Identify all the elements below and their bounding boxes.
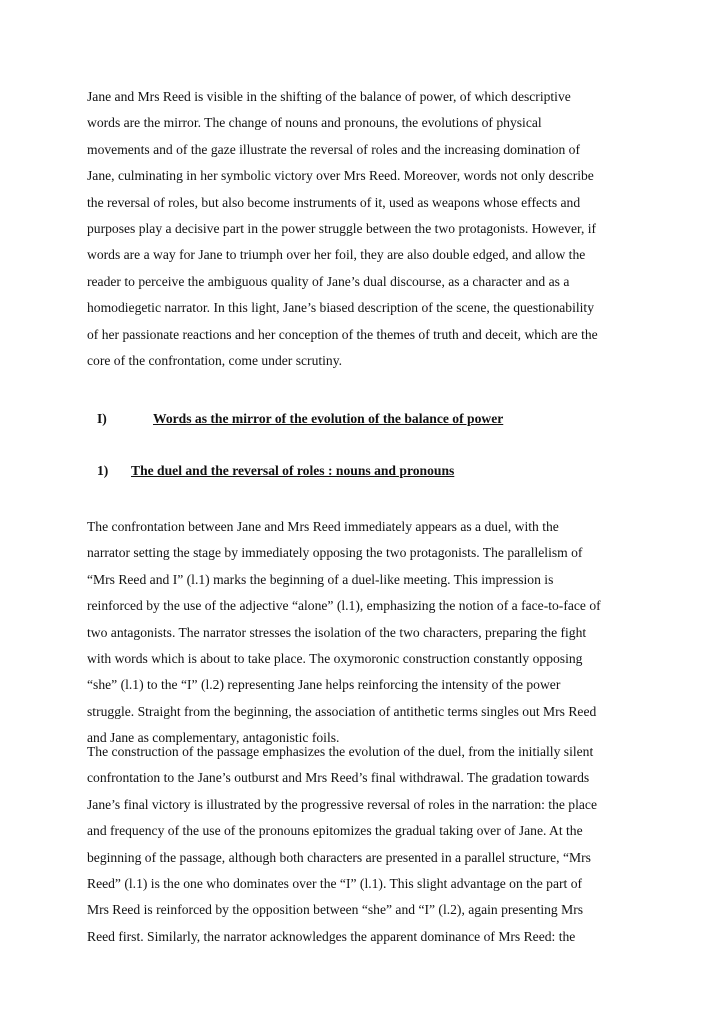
text-line: the reversal of roles, but also become instruments of it, used as weapons whose effects and [87, 194, 581, 210]
construction-paragraph [87, 739, 687, 950]
text-line: with words which is about to take place. The oxymoronic construction constantly opposing [87, 650, 583, 666]
text-line: reinforced by the use of the adjective “alone” (l.1), emphasizing the notion of a face-to-face of [87, 598, 601, 614]
text-line: words are a way for Jane to triumph over her foil, they are also double edged, and allow the [87, 247, 586, 263]
text-line: struggle. Straight from the beginning, the association of antithetic terms singles out Mrs Reed [87, 703, 597, 719]
text-line: beginning of the passage, although both characters are presented in a parallel structure, “Mrs [87, 849, 591, 865]
text-line: Jane’s final victory is illustrated by the progressive reversal of roles in the narration: the place [87, 796, 597, 812]
section-heading [97, 411, 503, 427]
subsection-title: The duel and the reversal of roles : nouns and pronouns [131, 463, 455, 478]
text-line: and frequency of the use of the pronouns epitomizes the gradual taking over of Jane. At the [87, 823, 583, 839]
text-line: Reed first. Similarly, the narrator acknowledges the apparent dominance of Mrs Reed: the [87, 928, 576, 944]
text-line: “Mrs Reed and I” (l.1) marks the beginning of a duel-like meeting. This impression is [87, 571, 554, 587]
section-number: I) [97, 411, 107, 426]
text-line: narrator setting the stage by immediately opposing the two protagonists. The parallelism of [87, 545, 583, 561]
text-line: purposes play a decisive part in the power struggle between the two protagonists. However, if [87, 220, 597, 236]
text-line: Jane and Mrs Reed is visible in the shifting of the balance of power, of which descriptive [87, 89, 571, 104]
text-line: homodiegetic narrator. In this light, Jane’s biased description of the scene, the questionability [87, 300, 594, 316]
section-title: Words as the mirror of the evolution of the balance of power [153, 411, 504, 426]
subsection-number: 1) [97, 463, 109, 478]
text-line: two antagonists. The narrator stresses the isolation of the two characters, preparing the fight [87, 624, 587, 640]
subsection-heading [97, 463, 454, 479]
text-line: Jane, culminating in her symbolic victory over Mrs Reed. Moreover, words not only describe [87, 168, 594, 184]
text-line: confrontation to the Jane’s outburst and Mrs Reed’s final withdrawal. The gradation towards [87, 770, 590, 786]
text-line: The confrontation between Jane and Mrs Reed immediately appears as a duel, with the [87, 519, 559, 534]
text-line: Reed” (l.1) is the one who dominates over the “I” (l.1). This slight advantage on the part of [87, 875, 583, 891]
text-line: movements and of the gaze illustrate the reversal of roles and the increasing domination of [87, 141, 580, 157]
text-line: core of the confrontation, come under scrutiny. [87, 352, 343, 368]
text-line: The construction of the passage emphasizes the evolution of the duel, from the initially silent [87, 744, 594, 759]
text-line: Mrs Reed is reinforced by the opposition between “she” and “I” (l.2), again presenting Mrs [87, 902, 584, 918]
text-line: “she” (l.1) to the “I” (l.2) representing Jane helps reinforcing the intensity of the power [87, 677, 561, 693]
text-line: reader to perceive the ambiguous quality of Jane’s dual discourse, as a character and as a [87, 273, 570, 289]
duel-paragraph [87, 514, 687, 752]
intro-paragraph [87, 84, 687, 374]
text-line: of her passionate reactions and her conception of the themes of truth and deceit, which are the [87, 326, 598, 342]
text-line: words are the mirror. The change of nouns and pronouns, the evolutions of physical [87, 115, 542, 131]
text-line: and Jane as complementary, antagonistic foils. [87, 730, 340, 746]
